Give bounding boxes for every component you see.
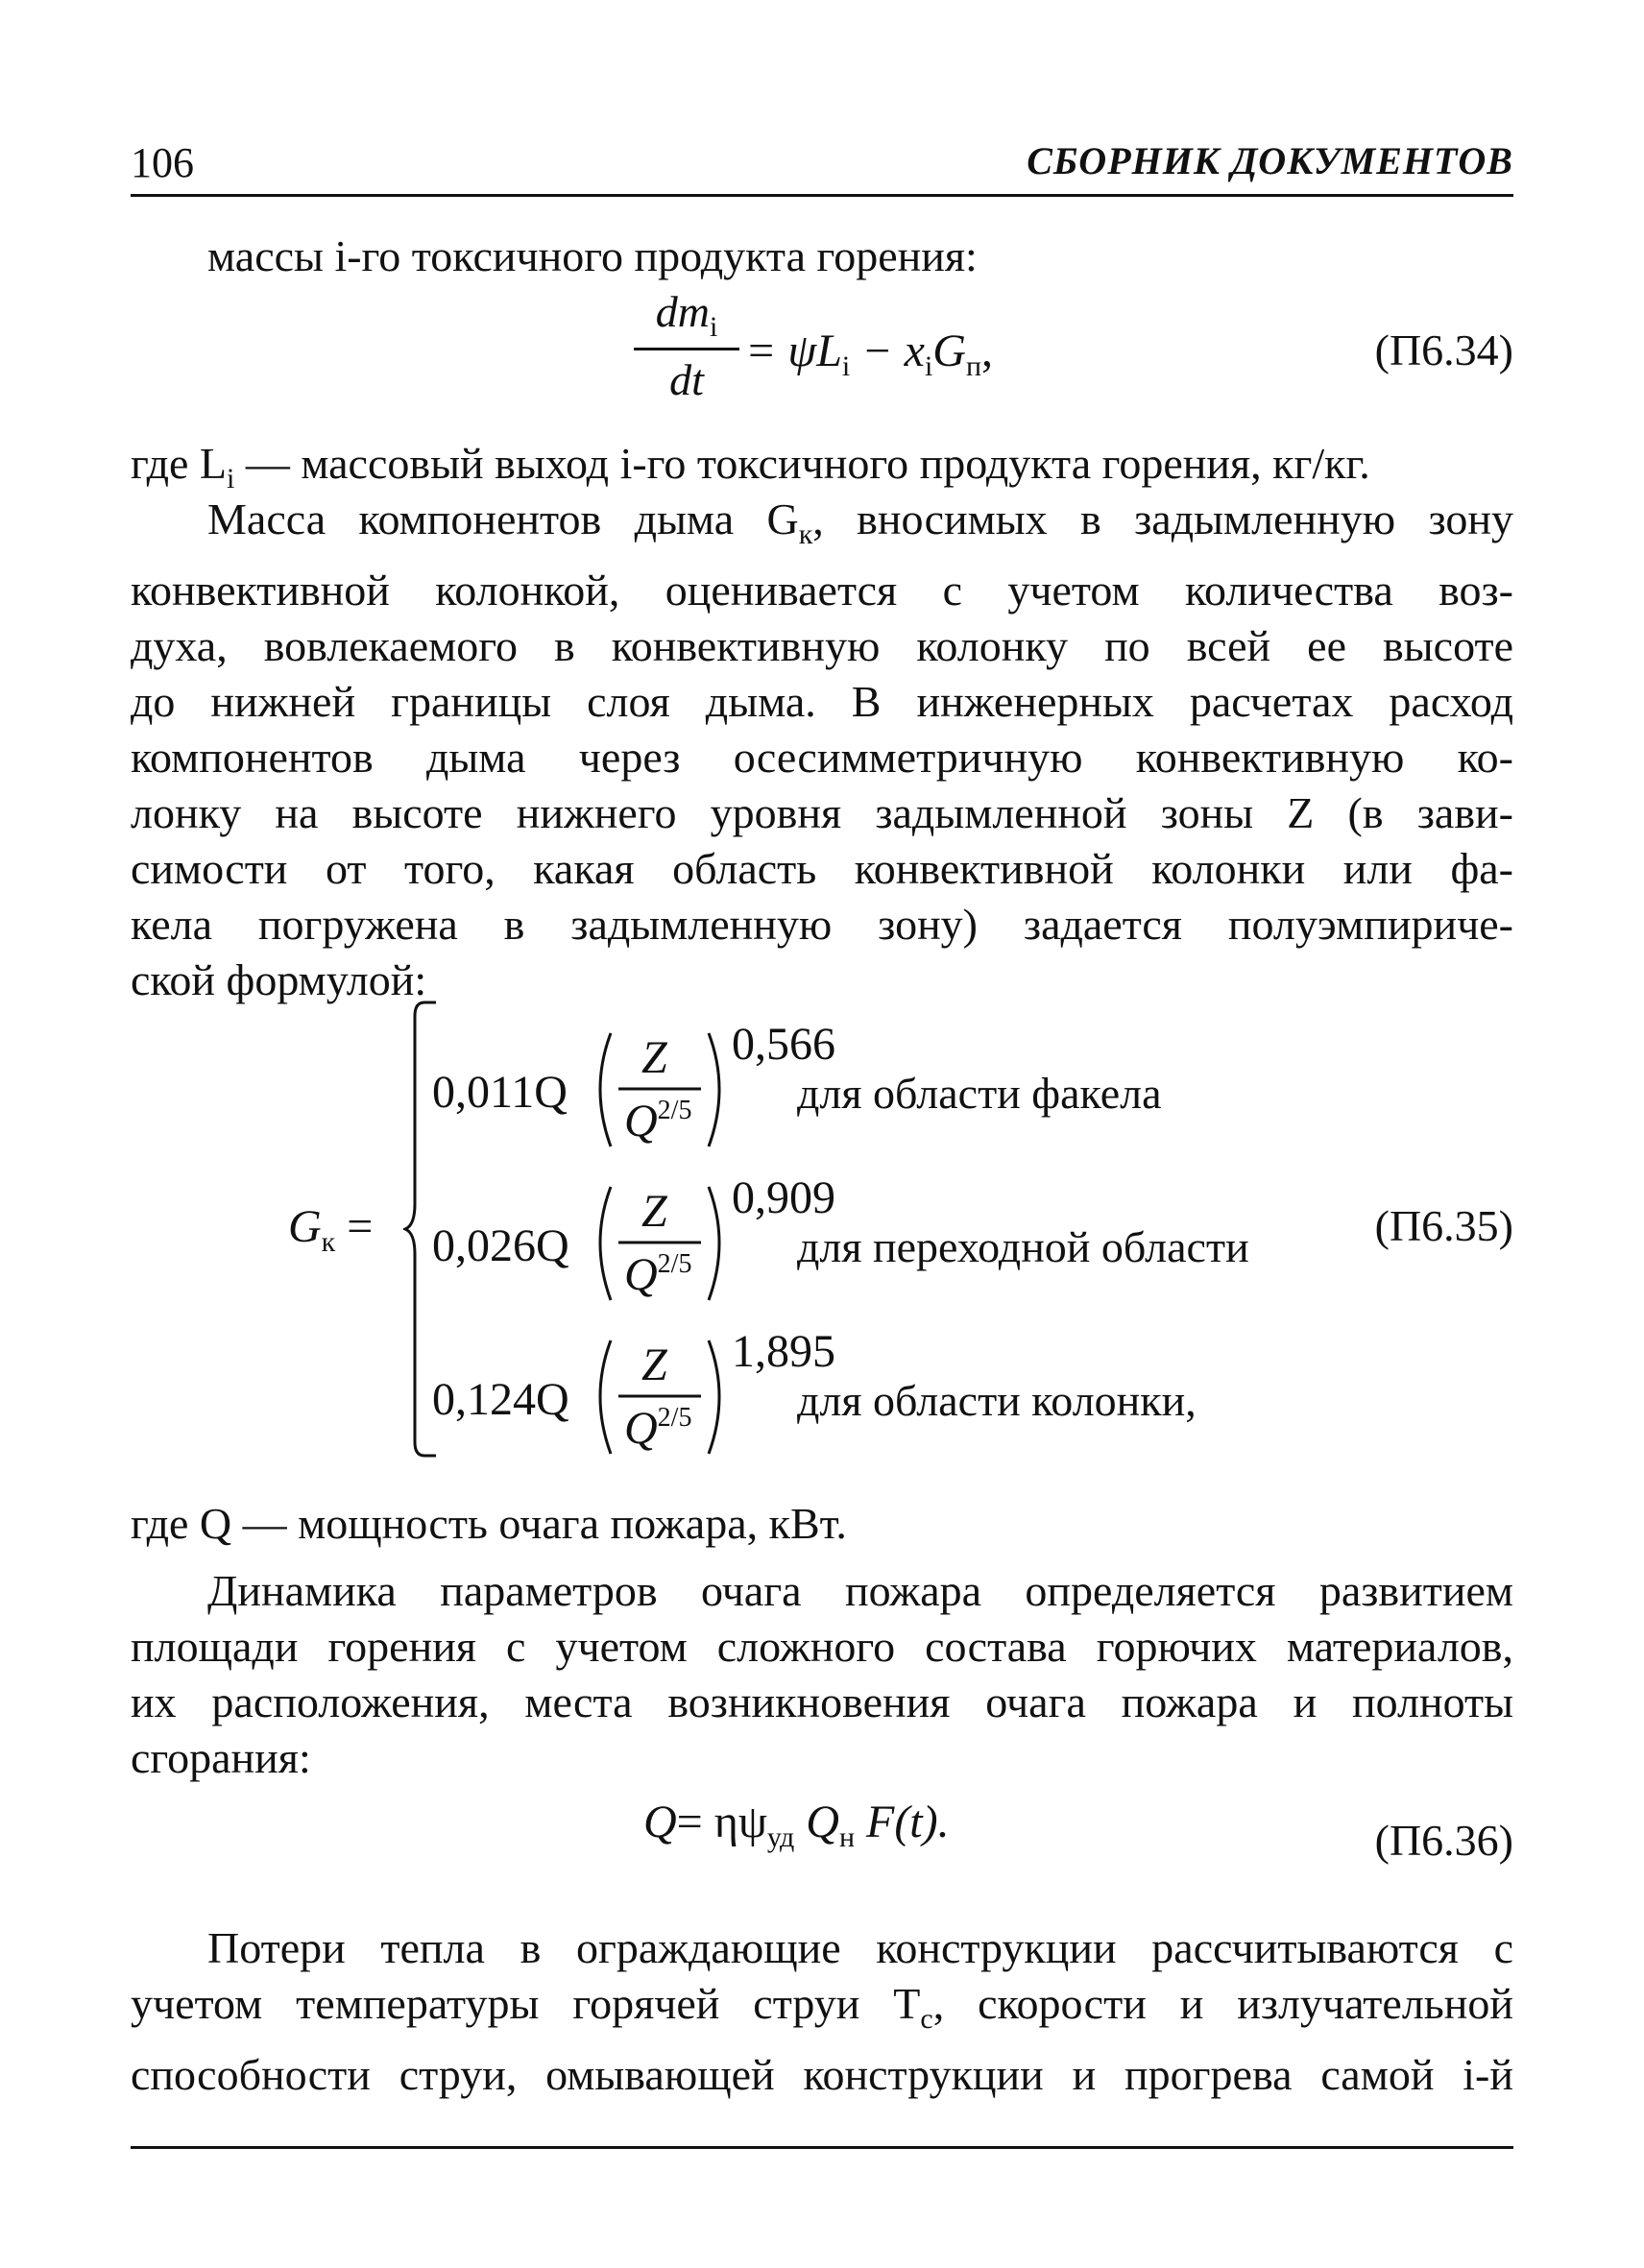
eq-34-fraction: $dm_i$ dt bbox=[634, 286, 739, 405]
where-li-line: где $L_i$ — массовый выход i-го токсичного продукта горения, кг/кг. bbox=[131, 439, 1370, 495]
page-number: 106 bbox=[131, 139, 194, 186]
case-coefficient: 0,124Q bbox=[432, 1374, 569, 1425]
intro-line: массы i-го токсичного продукта горения: bbox=[207, 231, 978, 280]
case-denominator: $Q^{2/5}$ bbox=[624, 1403, 692, 1454]
eq-36: $Q= \eta\psi_{уд}$ $Q_н$ F(t). bbox=[643, 1797, 950, 1853]
p1-line-4: до нижней границы слоя дыма. В инженерных расчетах расход bbox=[131, 677, 1513, 726]
page-header bbox=[131, 134, 1513, 197]
case-numerator: Z bbox=[641, 1186, 667, 1237]
paragraph-3: Потери тепла в ограждающие конструкции рассчитываются с учетом температуры горячей струи $T_с$, скорости и излучательной способности струи, омывающей конструкции и прогрева самой i-й bbox=[131, 1923, 1513, 2099]
p1-line-3: духа, вовлекаемого в конвективную колонку по всей ее высоте bbox=[131, 621, 1513, 670]
case-denominator: $Q^{2/5}$ bbox=[624, 1096, 692, 1146]
eq-34-rhs: = $\psi L_i - x_iG_п$, bbox=[745, 326, 994, 382]
right-paren bbox=[709, 1033, 719, 1146]
fraction-bar bbox=[634, 348, 739, 350]
case-numerator: Z bbox=[641, 1339, 667, 1390]
p1-line-9: ской формулой: bbox=[131, 955, 427, 1004]
case-coefficient: 0,011Q bbox=[432, 1067, 568, 1118]
case-label: для области факела bbox=[797, 1069, 1162, 1118]
eq-35-number: (П6.35) bbox=[1374, 1201, 1513, 1250]
case-label: для области колонки, bbox=[797, 1376, 1197, 1425]
case-exponent: 0,566 bbox=[732, 1019, 835, 1070]
where-q-line: где Q — мощность очага пожара, кВт. bbox=[131, 1499, 847, 1548]
p1-line-7: симости от того, какая область конвективной колонки или фа- bbox=[131, 844, 1513, 893]
eq-34-number: (П6.34) bbox=[1374, 326, 1513, 374]
eq-35-lhs: $G_к$ = bbox=[288, 1201, 374, 1258]
case-exponent: 0,909 bbox=[732, 1172, 835, 1223]
footer-rule bbox=[131, 2146, 1513, 2149]
paragraph-1 bbox=[131, 492, 1513, 1008]
left-paren bbox=[600, 1033, 611, 1146]
eq-34-denominator: dt bbox=[669, 355, 704, 404]
eq-36-number: (П6.36) bbox=[1374, 1816, 1513, 1865]
case-denominator: $Q^{2/5}$ bbox=[624, 1249, 692, 1300]
running-title: СБОРНИК ДОКУМЕНТОВ bbox=[1027, 139, 1513, 182]
right-paren bbox=[709, 1340, 719, 1454]
case-numerator: Z bbox=[641, 1032, 667, 1083]
case-exponent: 1,895 bbox=[732, 1326, 835, 1377]
left-paren bbox=[600, 1340, 611, 1454]
right-paren bbox=[709, 1187, 719, 1300]
p1-line-8: кела погружена в задымленную зону) задается полуэмпириче- bbox=[131, 900, 1513, 949]
paragraph-2: Динамика параметров очага пожара определяется развитием площади горения с учетом сложного состава горючих материалов, их расположения, места возникновения очага пожара и полноты сгорания: bbox=[131, 1566, 1513, 1782]
p1-line-1: Масса компонентов дыма $G_к$, вносимых в задымленную зону bbox=[207, 495, 1513, 550]
case-coefficient: 0,026Q bbox=[432, 1220, 569, 1271]
p1-line-2: конвективной колонкой, оценивается с учетом количества воз- bbox=[131, 566, 1513, 615]
p1-line-6: лонку на высоте нижнего уровня задымленной зоны Z (в зави- bbox=[131, 788, 1513, 837]
eq-34-numerator: dm bbox=[655, 287, 710, 336]
case-label: для переходной области bbox=[797, 1222, 1249, 1271]
p1-line-5: компонентов дыма через осесимметричную конвективную ко- bbox=[131, 733, 1513, 782]
left-paren bbox=[600, 1187, 611, 1300]
